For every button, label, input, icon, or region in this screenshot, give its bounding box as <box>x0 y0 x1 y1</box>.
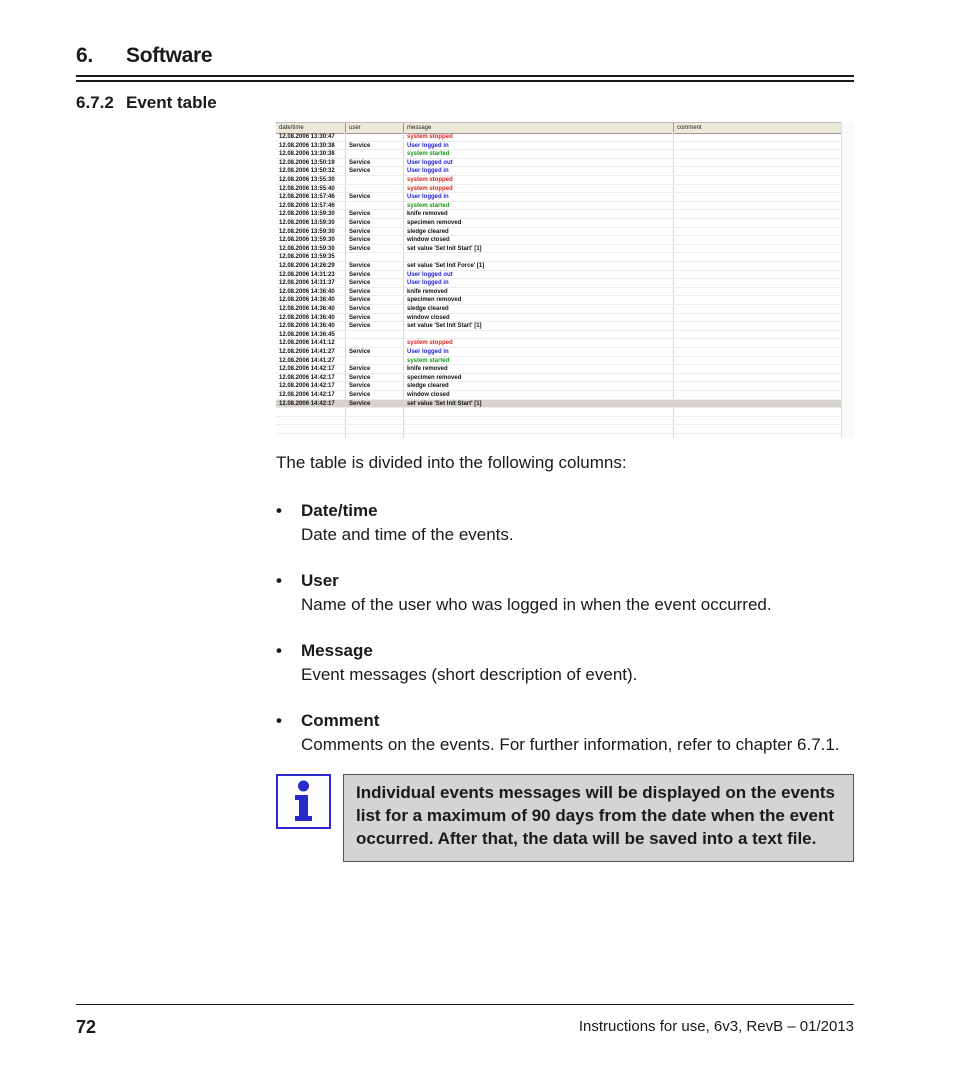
message-cell: sledge cleared <box>407 228 449 235</box>
user-cell: Service <box>349 400 371 407</box>
message-cell: User logged in <box>407 142 449 149</box>
message-cell: system stopped <box>407 340 453 347</box>
user-cell: Service <box>349 194 371 201</box>
datetime-cell: 12.08.2006 13:50:32 <box>279 168 335 175</box>
datetime-cell: 12.08.2006 14:36:40 <box>279 288 335 295</box>
column-header-datetime: date/time <box>276 123 346 133</box>
message-cell: set value 'Set Init Start' [1] <box>407 400 482 407</box>
footer-doc-info: Instructions for use, 6v3, RevB – 01/2013 <box>578 1018 854 1035</box>
table-row <box>276 374 842 383</box>
message-cell: specimen removed <box>407 220 462 226</box>
description: Comments on the events. For further information, refer to chapter 6.7.1. <box>301 735 840 754</box>
page-number: 72 <box>76 1017 97 1037</box>
datetime-cell: 12.08.2006 14:41:27 <box>279 357 335 364</box>
table-row <box>276 159 842 168</box>
user-cell <box>349 150 405 158</box>
datetime-cell: 12.08.2006 14:42:17 <box>279 392 335 398</box>
datetime-cell: 12.08.2006 13:55:30 <box>279 177 335 183</box>
message-cell: window closed <box>407 237 450 244</box>
message-cell: knife removed <box>407 211 448 218</box>
column-header-user: user <box>346 123 404 133</box>
user-cell: Service <box>349 159 371 166</box>
datetime-cell: 12.08.2006 13:59:30 <box>279 228 335 235</box>
table-scrollbar <box>841 122 854 438</box>
table-row <box>276 176 842 185</box>
message-cell: system started <box>407 357 450 364</box>
datetime-cell: 12.08.2006 13:57:46 <box>279 202 335 209</box>
column-header-comment: comment <box>674 123 842 133</box>
datetime-cell: 12.08.2006 14:41:12 <box>279 340 335 347</box>
user-cell <box>349 253 405 261</box>
column-header-message: message <box>404 123 674 133</box>
table-row <box>276 271 842 280</box>
footer-rule <box>76 1004 854 1005</box>
table-row <box>276 305 842 314</box>
user-cell: Service <box>349 349 371 355</box>
description: Date and time of the events. <box>301 525 514 544</box>
user-cell: Service <box>349 237 371 244</box>
info-note: Individual events messages will be displayed on the events list for a maximum of 90 days from the date when the event occurred. After that, the data will be saved into a text file. <box>343 774 854 862</box>
header-rule-secondary <box>76 80 854 82</box>
user-cell: Service <box>349 211 371 218</box>
datetime-cell: 12.08.2006 13:55:40 <box>279 185 335 192</box>
description: Name of the user who was logged in when the event occurred. <box>301 595 772 614</box>
table-row <box>276 348 842 357</box>
intro-text: The table is divided into the following columns: <box>276 453 627 472</box>
user-cell: Service <box>349 280 371 287</box>
message-cell: sledge cleared <box>407 306 449 312</box>
table-row <box>276 322 842 331</box>
user-cell: Service <box>349 220 371 226</box>
table-row <box>276 219 842 228</box>
table-row <box>276 296 842 305</box>
term: Message <box>301 641 373 660</box>
table-row <box>276 133 842 142</box>
datetime-cell: 12.08.2006 13:59:35 <box>279 254 335 261</box>
datetime-cell: 12.08.2006 14:42:17 <box>279 383 335 390</box>
message-cell: set value 'Set Init Start' [1] <box>407 245 482 252</box>
datetime-cell: 12.08.2006 14:36:40 <box>279 314 335 321</box>
table-row <box>276 150 842 159</box>
message-cell <box>407 253 673 261</box>
section-title: Event table <box>126 93 217 112</box>
datetime-cell: 12.08.2006 14:36:40 <box>279 323 335 330</box>
datetime-cell: 12.08.2006 13:59:30 <box>279 220 335 226</box>
user-cell: Service <box>349 366 371 373</box>
chapter-title: Software <box>126 44 213 67</box>
message-cell: system started <box>407 151 450 158</box>
user-cell <box>349 176 405 184</box>
datetime-cell: 12.08.2006 13:59:30 <box>279 237 335 244</box>
message-cell: system started <box>407 202 450 209</box>
message-cell: User logged in <box>407 194 449 201</box>
message-cell: User logged in <box>407 168 449 175</box>
message-cell: User logged out <box>407 271 453 278</box>
event-table-screenshot <box>276 122 854 438</box>
table-row <box>276 262 842 271</box>
message-cell: User logged out <box>407 159 453 166</box>
table-row <box>276 331 842 340</box>
table-row <box>276 365 842 374</box>
message-cell: knife removed <box>407 288 448 295</box>
table-row <box>276 193 842 202</box>
user-cell: Service <box>349 323 371 330</box>
chapter-number: 6. <box>76 44 93 67</box>
table-row <box>276 236 842 245</box>
table-row <box>276 228 842 237</box>
section-heading <box>76 93 217 113</box>
table-row <box>276 391 842 400</box>
table-row <box>276 357 842 366</box>
description: Event messages (short description of event). <box>301 665 638 684</box>
message-cell: system stopped <box>407 134 453 140</box>
user-cell: Service <box>349 374 371 381</box>
user-cell <box>349 202 405 210</box>
message-cell: set value 'Set Init Force' [1] <box>407 263 485 269</box>
header-rule <box>76 75 854 77</box>
message-cell: User logged in <box>407 280 449 287</box>
datetime-cell: 12.08.2006 14:41:27 <box>279 349 335 355</box>
datetime-cell: 12.08.2006 14:36:40 <box>279 306 335 312</box>
datetime-cell: 12.08.2006 14:42:17 <box>279 400 335 407</box>
table-row <box>276 279 842 288</box>
datetime-cell: 12.08.2006 14:36:45 <box>279 331 335 338</box>
message-cell: system stopped <box>407 185 453 192</box>
message-cell: system stopped <box>407 177 453 183</box>
section-number: 6.7.2 <box>76 93 114 112</box>
message-cell: knife removed <box>407 366 448 373</box>
user-cell: Service <box>349 383 371 390</box>
datetime-cell: 12.08.2006 13:30:47 <box>279 134 335 140</box>
datetime-cell: 12.08.2006 14:42:17 <box>279 366 335 373</box>
message-cell: set value 'Set Init Start' [1] <box>407 323 482 330</box>
datetime-cell: 12.08.2006 13:59:30 <box>279 211 335 218</box>
user-cell: Service <box>349 263 371 269</box>
datetime-cell: 12.08.2006 14:36:40 <box>279 297 335 304</box>
table-row <box>276 245 842 254</box>
chapter-header <box>76 44 854 68</box>
datetime-cell: 12.08.2006 13:50:19 <box>279 159 335 166</box>
empty-row <box>276 408 842 417</box>
datetime-cell: 12.08.2006 14:26:29 <box>279 263 335 269</box>
message-cell: User logged in <box>407 349 449 355</box>
datetime-cell: 12.08.2006 13:30:38 <box>279 142 335 149</box>
term: User <box>301 571 339 590</box>
term: Date/time <box>301 501 378 520</box>
table-row <box>276 339 842 348</box>
datetime-cell: 12.08.2006 14:31:37 <box>279 280 335 287</box>
user-cell: Service <box>349 271 371 278</box>
table-row <box>276 167 842 176</box>
user-cell <box>349 339 405 347</box>
table-row <box>276 400 842 409</box>
datetime-cell: 12.08.2006 13:59:30 <box>279 245 335 252</box>
empty-row <box>276 425 842 434</box>
info-icon <box>276 774 331 829</box>
table-row <box>276 202 842 211</box>
message-cell: window closed <box>407 314 450 321</box>
datetime-cell: 12.08.2006 14:31:23 <box>279 271 335 278</box>
user-cell: Service <box>349 245 371 252</box>
table-row <box>276 288 842 297</box>
user-cell: Service <box>349 306 371 312</box>
user-cell <box>349 133 405 141</box>
message-cell: specimen removed <box>407 297 462 304</box>
message-cell: specimen removed <box>407 374 462 381</box>
message-cell <box>407 331 673 339</box>
message-cell: sledge cleared <box>407 383 449 390</box>
term: Comment <box>301 711 380 730</box>
datetime-cell: 12.08.2006 13:30:38 <box>279 151 335 158</box>
user-cell: Service <box>349 297 371 304</box>
table-row <box>276 382 842 391</box>
user-cell: Service <box>349 288 371 295</box>
table-row <box>276 210 842 219</box>
bullet: • <box>276 711 282 730</box>
user-cell: Service <box>349 142 371 149</box>
user-cell <box>349 331 405 339</box>
user-cell: Service <box>349 392 371 398</box>
datetime-cell: 12.08.2006 14:42:17 <box>279 374 335 381</box>
user-cell: Service <box>349 228 371 235</box>
bullet: • <box>276 501 282 520</box>
bullet: • <box>276 571 282 590</box>
datetime-cell: 12.08.2006 13:57:46 <box>279 194 335 201</box>
table-row <box>276 253 842 262</box>
user-cell: Service <box>349 314 371 321</box>
user-cell <box>349 357 405 365</box>
empty-row <box>276 417 842 426</box>
bullet: • <box>276 641 282 660</box>
user-cell <box>349 185 405 193</box>
table-row <box>276 314 842 323</box>
user-cell: Service <box>349 168 371 175</box>
table-row <box>276 185 842 194</box>
message-cell: window closed <box>407 392 450 398</box>
table-row <box>276 142 842 151</box>
